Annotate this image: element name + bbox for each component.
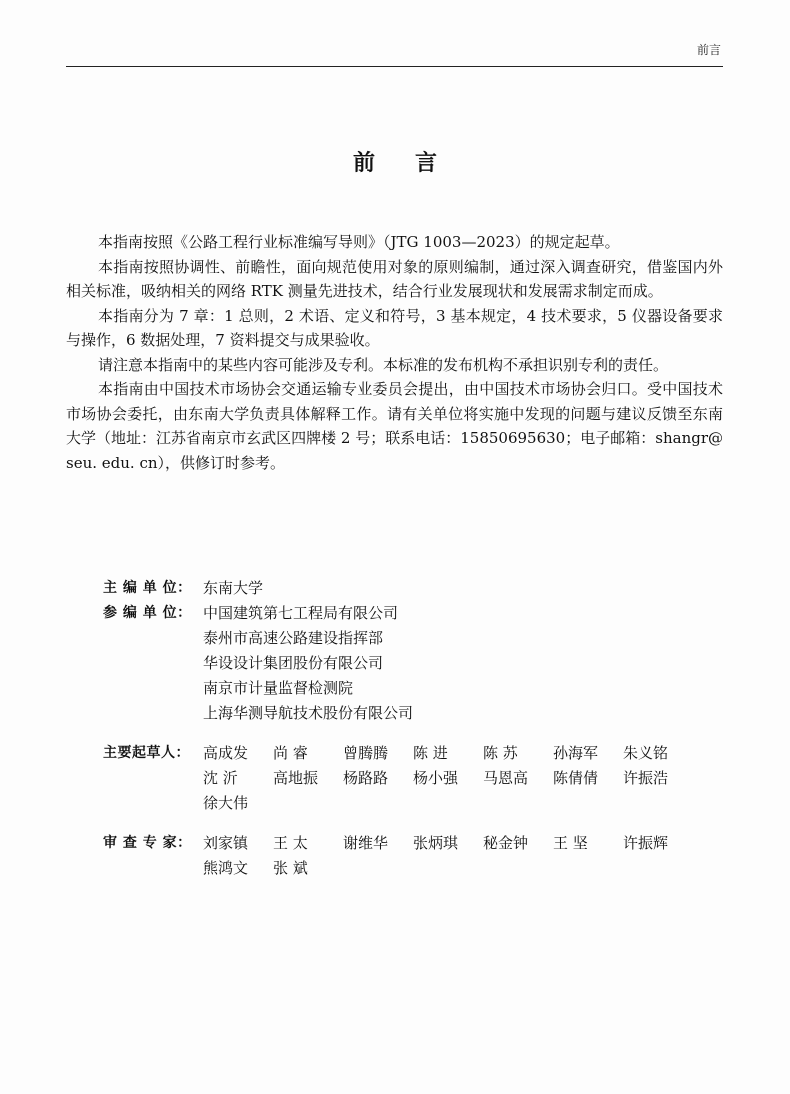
- running-header: [66, 0, 723, 67]
- drafter-name: 杨小强: [413, 769, 459, 787]
- reviewer-name: 张炳琪: [413, 834, 459, 852]
- chief-editor-label: 主 编 单 位：: [103, 580, 192, 596]
- drafter-name: 许振浩: [623, 769, 669, 787]
- drafter-name: 孙海军: [553, 744, 599, 762]
- paragraph: 本指南分为 7 章：1 总则，2 术语、定义和符号，3 基本规定，4 技术要求，5 仪器设备要求与操作，6 数据处理，7 资料提交与成果验收。: [66, 306, 723, 349]
- reviewer-name: 谢维华: [343, 834, 389, 852]
- running-title: 前言: [696, 43, 721, 57]
- unit-name: 上海华测导航技术股份有限公司: [203, 704, 414, 722]
- drafter-name: 陈 苏: [483, 744, 518, 762]
- unit-name: 华设设计集团股份有限公司: [203, 654, 384, 672]
- chief-editor-group: [103, 576, 723, 601]
- drafter-name: 马恩高: [483, 769, 529, 787]
- reviewers-label: 审 查 专 家：: [103, 835, 192, 851]
- unit-name: 中国建筑第七工程局有限公司: [203, 604, 399, 622]
- chief-editor-units: [203, 576, 723, 601]
- contributors-section: [103, 576, 723, 896]
- preface-body: [66, 230, 723, 475]
- drafters-label: 主要起草人：: [103, 745, 190, 761]
- reviewer-name: 刘家镇: [203, 834, 249, 852]
- unit-name: 东南大学: [203, 579, 264, 597]
- reviewer-name: 王 太: [273, 834, 308, 852]
- drafter-name: 陈 进: [413, 744, 448, 762]
- participating-units: [203, 601, 723, 726]
- drafter-name: 尚 睿: [273, 744, 308, 762]
- participating-group: [103, 601, 723, 726]
- reviewer-name: 王 坚: [553, 834, 588, 852]
- drafter-name: 沈 沂: [203, 769, 238, 787]
- drafters-names: [203, 741, 723, 816]
- paragraph: 本指南按照《公路工程行业标准编写导则》（JTG 1003—2023）的规定起草。: [98, 233, 620, 251]
- drafter-name: 朱义铭: [623, 744, 669, 762]
- drafter-name: 曾腾腾: [343, 744, 389, 762]
- drafter-name: 高地振: [273, 769, 319, 787]
- drafter-name: 陈倩倩: [553, 769, 599, 787]
- unit-name: 泰州市高速公路建设指挥部: [203, 629, 384, 647]
- reviewer-name: 许振辉: [623, 834, 669, 852]
- drafter-name: 徐大伟: [203, 794, 249, 812]
- page-title: 前言: [352, 151, 477, 176]
- reviewers-group: [103, 831, 723, 881]
- reviewer-name: 熊鸿文: [203, 859, 249, 877]
- reviewers-names: [203, 831, 723, 881]
- unit-name: 南京市计量监督检测院: [203, 679, 354, 697]
- participating-label: 参 编 单 位：: [103, 605, 192, 621]
- drafters-group: [103, 741, 723, 816]
- reviewer-name: 张 斌: [273, 859, 308, 877]
- drafter-name: 杨路路: [343, 769, 389, 787]
- paragraph: 本指南按照协调性、前瞻性，面向规范使用对象的原则编制，通过深入调查研究，借鉴国内外相关标准，吸纳相关的网络 RTK 测量先进技术，结合行业发展现状和发展需求制定而成。: [66, 257, 723, 300]
- reviewer-name: 秘金钟: [483, 834, 529, 852]
- paragraph: 本指南由中国技术市场协会交通运输专业委员会提出，由中国技术市场协会归口。受中国技术市场协会委托，由东南大学负责具体解释工作。请有关单位将实施中发现的问题与建议反馈至东南大学（地址：江苏省南京市玄武区四牌楼 2 号；联系电话：15850695630；电子邮箱：shangr@ seu. edu. cn），供修订时参考。: [66, 380, 723, 472]
- paragraph: 请注意本指南中的某些内容可能涉及专利。本标准的发布机构不承担识别专利的责任。: [98, 355, 669, 374]
- drafter-name: 高成发: [203, 744, 249, 762]
